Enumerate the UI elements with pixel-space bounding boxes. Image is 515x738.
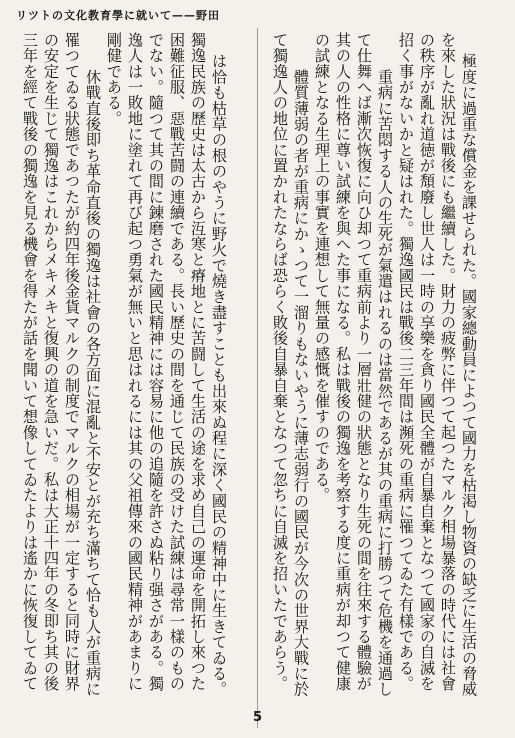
paragraph: 體質薄弱の者が重病にかゝつて一溜りもないやうに薄志弱行の國民が今次の世界大戰に於て獨逸人の地位に置かれたならば恐らく敗後自暴自棄となつて忽ちに自滅を招いたであらう。 bbox=[271, 32, 310, 698]
text-block-upper bbox=[268, 32, 500, 700]
paragraph: 重病に苦悶する人の生死が氣遣はれるのは當然であるが其の重病に打勝つて危機を通過して仕舞へば漸次恢復に向ひ却つて重病前より一層壯健の狀態となり生死の間を往來する體驗が其の人の性格に尊い試練を與へた事になる。私は戰後の獨逸を考察する度に重病が却つて健康の試練となる生理上の事實を連想して無量の感慨を催すのである。 bbox=[313, 32, 394, 698]
paragraph: 極度に過重な償金を課せられた。國家總動員によつて國力を枯渇し物資の缺乏に生活の脅威を來した狀況は戰後にも繼續した。財力の疲弊に伴つて起つたマルク相場暴落の時代には社會の秩序が亂れ道徳が頽廢し世人は一時の享樂を貪り國民全體が自暴自棄となつて國家の自滅を招く事がないかと疑はれた。獨逸國民は戰後二三年間は瀕死の重病に罹つてゐた有樣である。 bbox=[397, 32, 478, 698]
running-head: リツトの文化教育學に就いて——野田 bbox=[16, 9, 220, 22]
paragraph: 休戰直後即ち革命直後の獨逸は社會の各方面に混亂と不安とが充ち滿ちて恰も人が重病に罹つてゐる狀態であつたが約四年後金貨マルクの制度でマルクの相場が一定すると同時に財界の安定を生じて獨逸はこれからメキメキと復興の道を急いだ。私は大正十四年の冬即ち其の後三年を經て戰後の獨逸を見る機會を得たが話を聞いて想像してゐたよりは遙かに恢復してゐて bbox=[21, 32, 102, 698]
page-number: 5 bbox=[252, 710, 263, 725]
text-block-lower bbox=[18, 32, 250, 700]
column-divider bbox=[257, 28, 258, 728]
paragraph: は恰も枯草の根のやうに野火で燒き盡すことも出來ぬ程に深く國民の精神中に生きてゐる。獨逸民族の歷史は太古から沍寒と瘠地とに苦闘して生活の途を求め自己の運命を開拓し來つた困難征服、惡戰苦闘の連續である。長い歷史の間を通じて民族の受けた試練は尋常一樣のものでない。隨つて其の間に錬磨された國民精神には容易に他の追隨を許さぬ粘り强さがある。獨逸人は一敗地に塗れて再び起つ勇氣が無いと思はれるには其の父祖傳來の國民精神があまりに剛健である。 bbox=[105, 32, 228, 698]
